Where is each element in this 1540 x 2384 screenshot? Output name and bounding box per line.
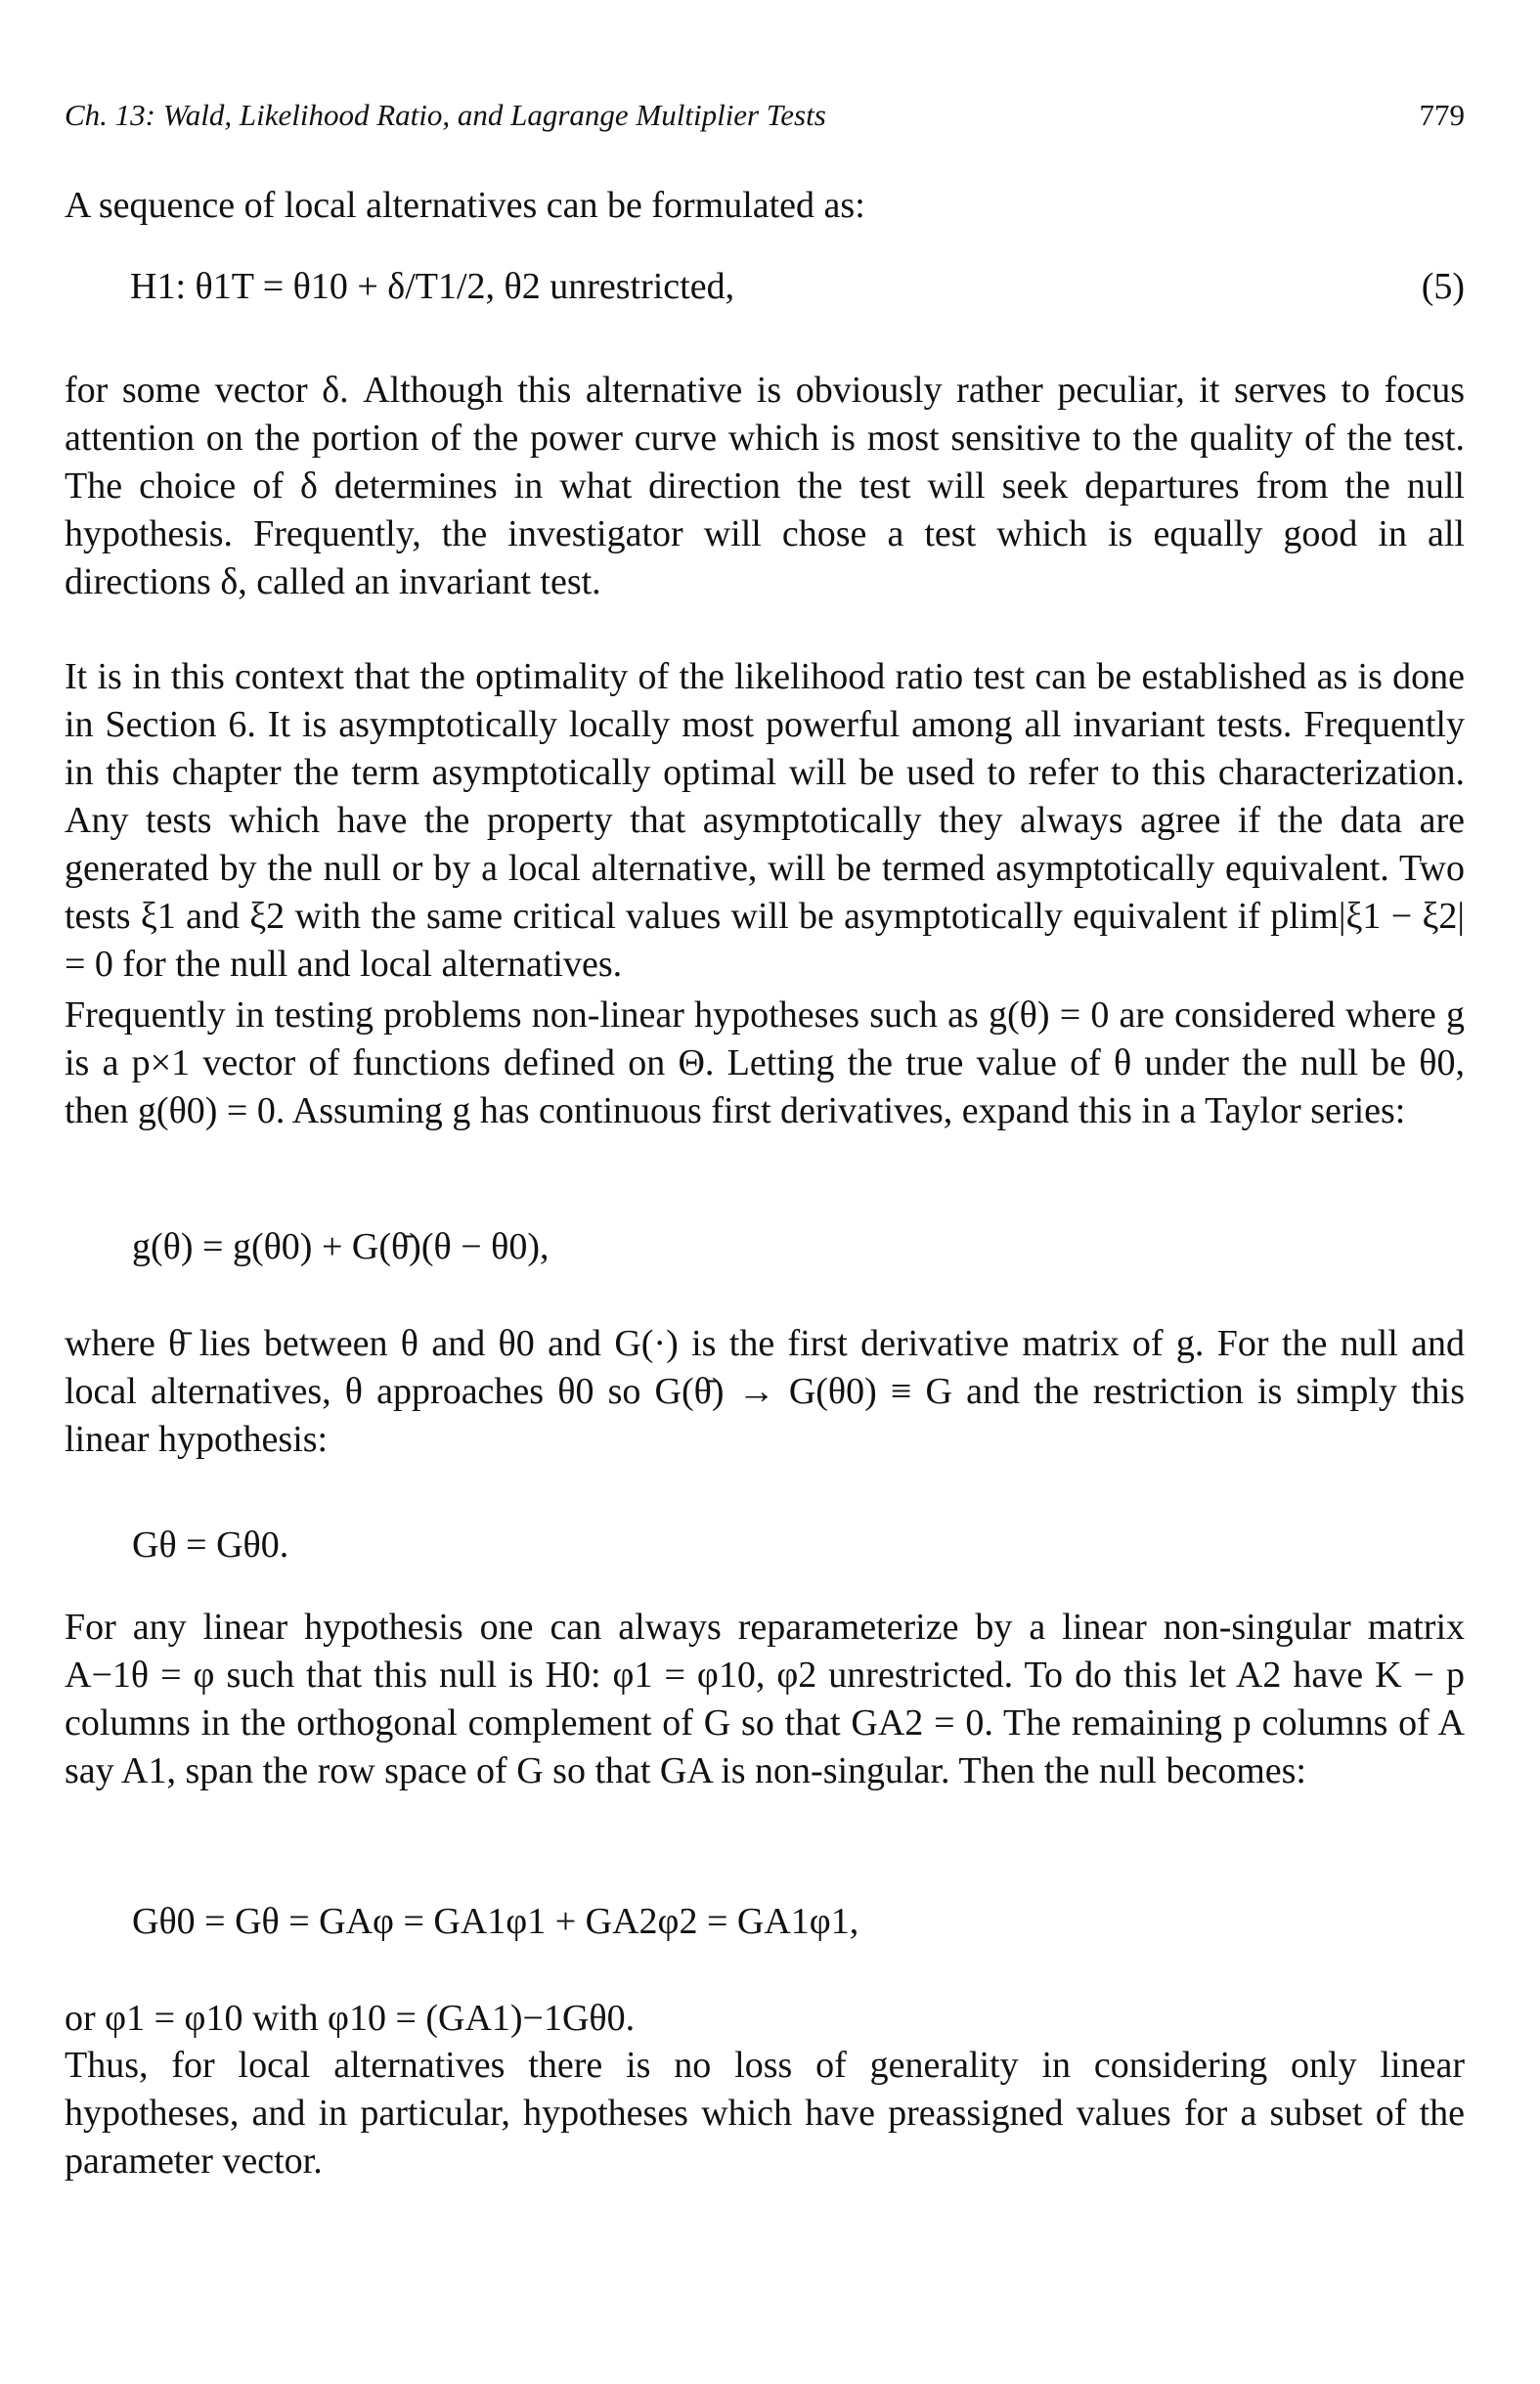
page-number: 779 [1419, 98, 1465, 132]
paragraph-intro: A sequence of local alternatives can be formulated as: [65, 185, 865, 226]
equation-taylor: g(θ) = g(θ0) + G(θ̄)(θ − θ0), [132, 1226, 550, 1267]
chapter-title: Ch. 13: Wald, Likelihood Ratio, and Lagrange Multiplier Tests [65, 98, 826, 132]
paragraph-local-alternative: for some vector δ. Although this alternative is obviously rather peculiar, it serves to focus attention on the portion of the power curve which is most sensitive to the quality of the test. The choice of δ determines in what direction the test will seek departures from the null hypothesis. Frequently, the investigator will chose a test which is equally good in all directions δ, called an invariant test. [65, 370, 1465, 602]
paragraph-phi: or φ1 = φ10 with φ10 = (GA1)−1Gθ0. [65, 1998, 636, 2039]
paragraph-optimality: It is in this context that the optimality of the likelihood ratio test can be established as is done in Section 6. It is asymptotically locally most powerful among all invariant tests. Frequently in this chapter the term asymptotically optimal will be used to refer to this characterization. Any tests which have the property that asymptotically they always agree if the data are generated by the null or by a local alternative, will be termed asymptotically equivalent. Two tests ξ1 and ξ2 with the same critical values will be asymptotically equivalent if plim|ξ1 − ξ2| = 0 for the null and local alternatives. [65, 656, 1465, 985]
equation-number-5: (5) [1421, 266, 1465, 307]
paragraph-nonlinear: Frequently in testing problems non-linear hypotheses such as g(θ) = 0 are considered where g is a p×1 vector of functions defined on Θ. Letting the true value of θ under the null be θ0, then g(θ0) = 0. Assuming g has continuous first derivatives, expand this in a Taylor series: [65, 994, 1465, 1131]
paragraph-reparameterize: For any linear hypothesis one can always reparameterize by a linear non-singular matrix A−1θ = φ such that this null is H0: φ1 = φ10, φ2 unrestricted. To do this let A2 have K − p columns in the orthogonal complement of G so that GA2 = 0. The remaining p columns of A say A1, span the row space of G so that GA is non-singular. Then the null becomes: [65, 1607, 1465, 1791]
paragraph-conclusion: Thus, for local alternatives there is no loss of generality in considering only linear hypotheses, and in particular, hypotheses which have preassigned values for a subset of the parameter vector. [65, 2045, 1465, 2182]
running-header [65, 98, 1465, 137]
equation-linear: Gθ = Gθ0. [132, 1524, 289, 1566]
equation-5: H1: θ1T = θ10 + δ/T1/2, θ2 unrestricted, [130, 266, 735, 307]
equation-null-chain: Gθ0 = Gθ = GAφ = GA1φ1 + GA2φ2 = GA1φ1, [132, 1901, 859, 1942]
paragraph-derivative: where θ̄ lies between θ and θ0 and G(·) is the first derivative matrix of g. For the null and local alternatives, θ approaches θ0 so G(θ̄) → G(θ0) ≡ G and the restriction is simply this linear hypothesis: [65, 1323, 1465, 1460]
